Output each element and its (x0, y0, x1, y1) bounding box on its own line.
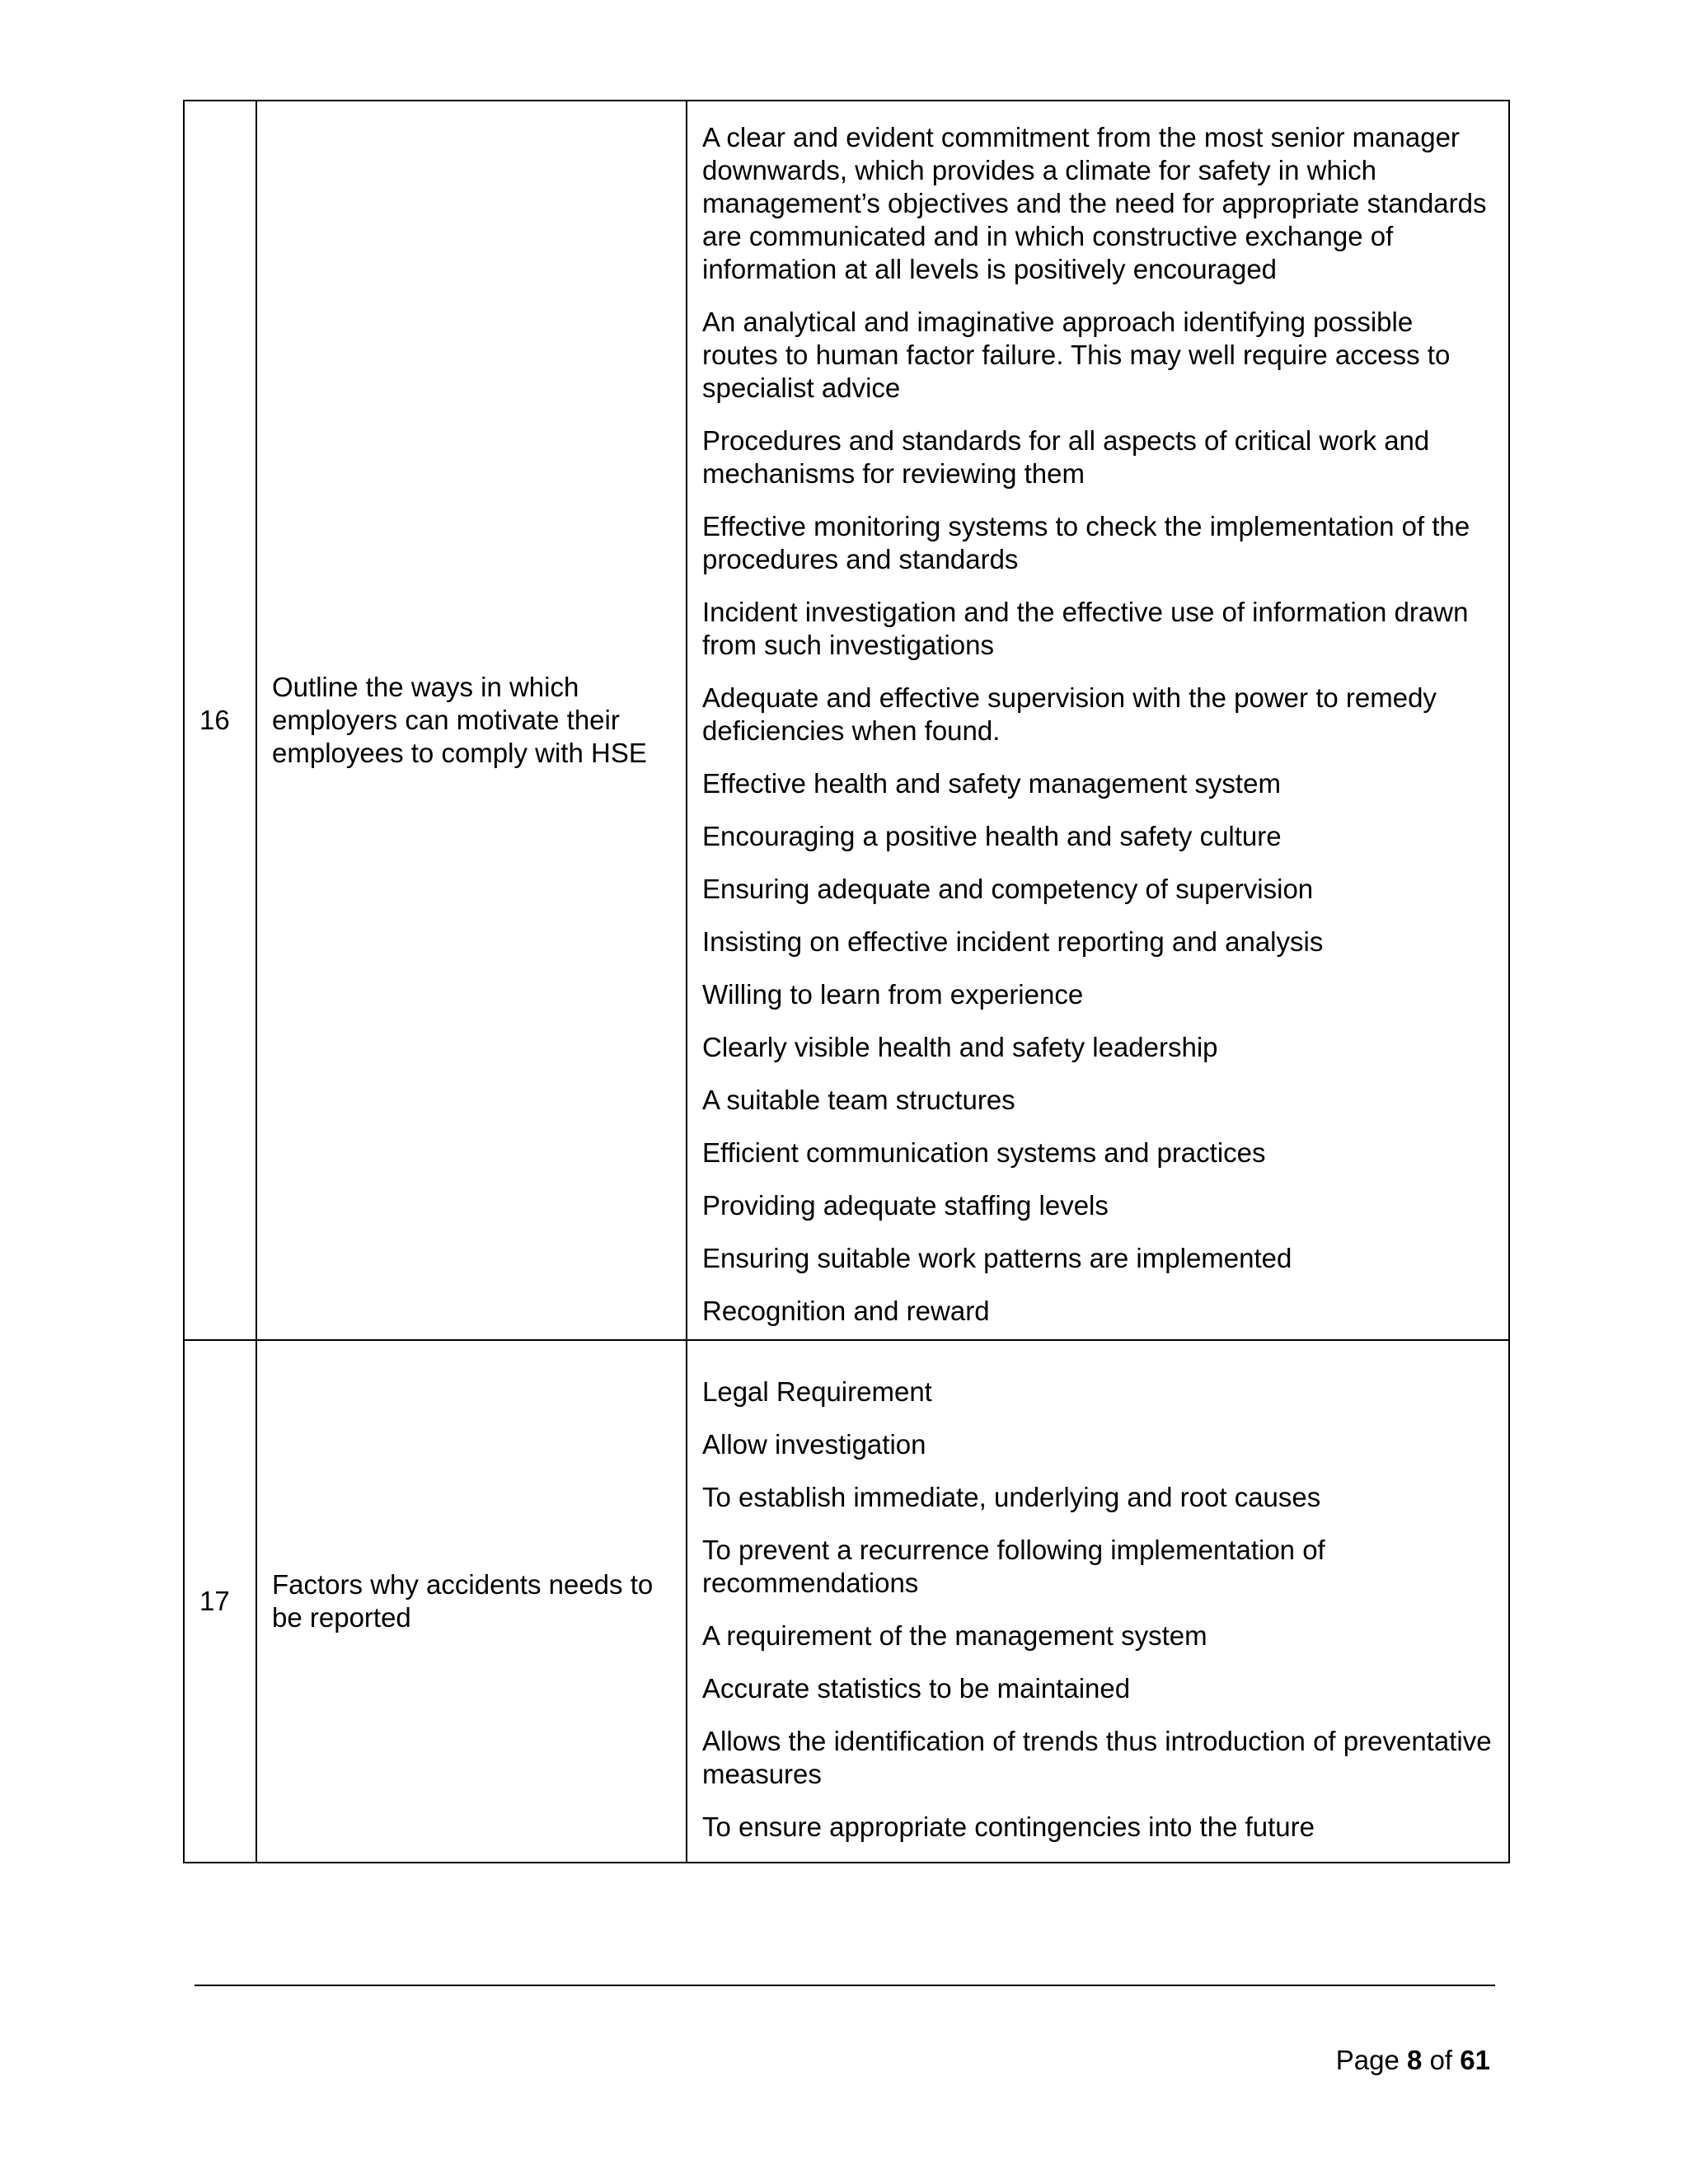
total-pages: 61 (1460, 2045, 1490, 2075)
answer-item: Providing adequate staffing levels (702, 1190, 1109, 1221)
page-separator: of (1429, 2045, 1453, 2075)
answer-item: To prevent a recurrence following implementation of recommendations (702, 1535, 1325, 1598)
answer-item: To ensure appropriate contingencies into the future (702, 1811, 1315, 1842)
answer-item: A requirement of the management system (702, 1620, 1207, 1651)
answer-item: To establish immediate, underlying and root causes (702, 1482, 1321, 1512)
table-row (184, 101, 1509, 1340)
answer-item: Incident investigation and the effective use of information drawn from such investigations (702, 597, 1469, 660)
answer-item: Recognition and reward (702, 1296, 990, 1326)
answer-item: Effective health and safety management system (702, 768, 1281, 799)
answer-item: Allows the identification of trends thus introduction of preventative measures (702, 1726, 1492, 1789)
answer-item: An analytical and imaginative approach identifying possible routes to human factor failure. This may well require access to specialist advice (702, 307, 1451, 403)
answer-item: A suitable team structures (702, 1085, 1015, 1115)
answer-item: Insisting on effective incident reporting and analysis (702, 926, 1324, 957)
answer-item: A clear and evident commitment from the most senior manager downwards, which provides a climate for safety in which management’s objectives and the need for appropriate standards are communicated and in which constructive exchange of information at all levels is positively encouraged (702, 122, 1487, 284)
answer-item: Adequate and effective supervision with the power to remedy deficiencies when found. (702, 682, 1437, 746)
answer-item: Procedures and standards for all aspects of critical work and mechanisms for reviewing them (702, 425, 1430, 489)
answer-list (687, 101, 1509, 1340)
current-page: 8 (1407, 2045, 1423, 2075)
question-number: 17 (184, 1340, 256, 1863)
page-number (1336, 2044, 1490, 2077)
table-row (184, 1340, 1509, 1863)
question-text: Factors why accidents needs to be reported (256, 1340, 687, 1863)
question-text: Outline the ways in which employers can motivate their employees to comply with HSE (256, 101, 687, 1340)
answer-item: Willing to learn from experience (702, 979, 1084, 1010)
answer-item: Accurate statistics to be maintained (702, 1673, 1131, 1704)
question-number: 16 (184, 101, 256, 1340)
footer-divider (195, 1985, 1495, 1986)
answer-item: Encouraging a positive health and safety culture (702, 821, 1282, 851)
question-answer-table (183, 100, 1510, 1863)
answer-list (687, 1340, 1509, 1863)
page-prefix: Page (1335, 2045, 1400, 2075)
answer-item: Clearly visible health and safety leadership (702, 1032, 1218, 1062)
answer-item: Efficient communication systems and practices (702, 1137, 1266, 1168)
answer-item: Allow investigation (702, 1429, 926, 1460)
answer-item: Ensuring suitable work patterns are implemented (702, 1243, 1292, 1273)
answer-item: Ensuring adequate and competency of supervision (702, 874, 1314, 904)
answer-item: Legal Requirement (702, 1376, 932, 1407)
answer-item: Effective monitoring systems to check the implementation of the procedures and standards (702, 511, 1470, 574)
